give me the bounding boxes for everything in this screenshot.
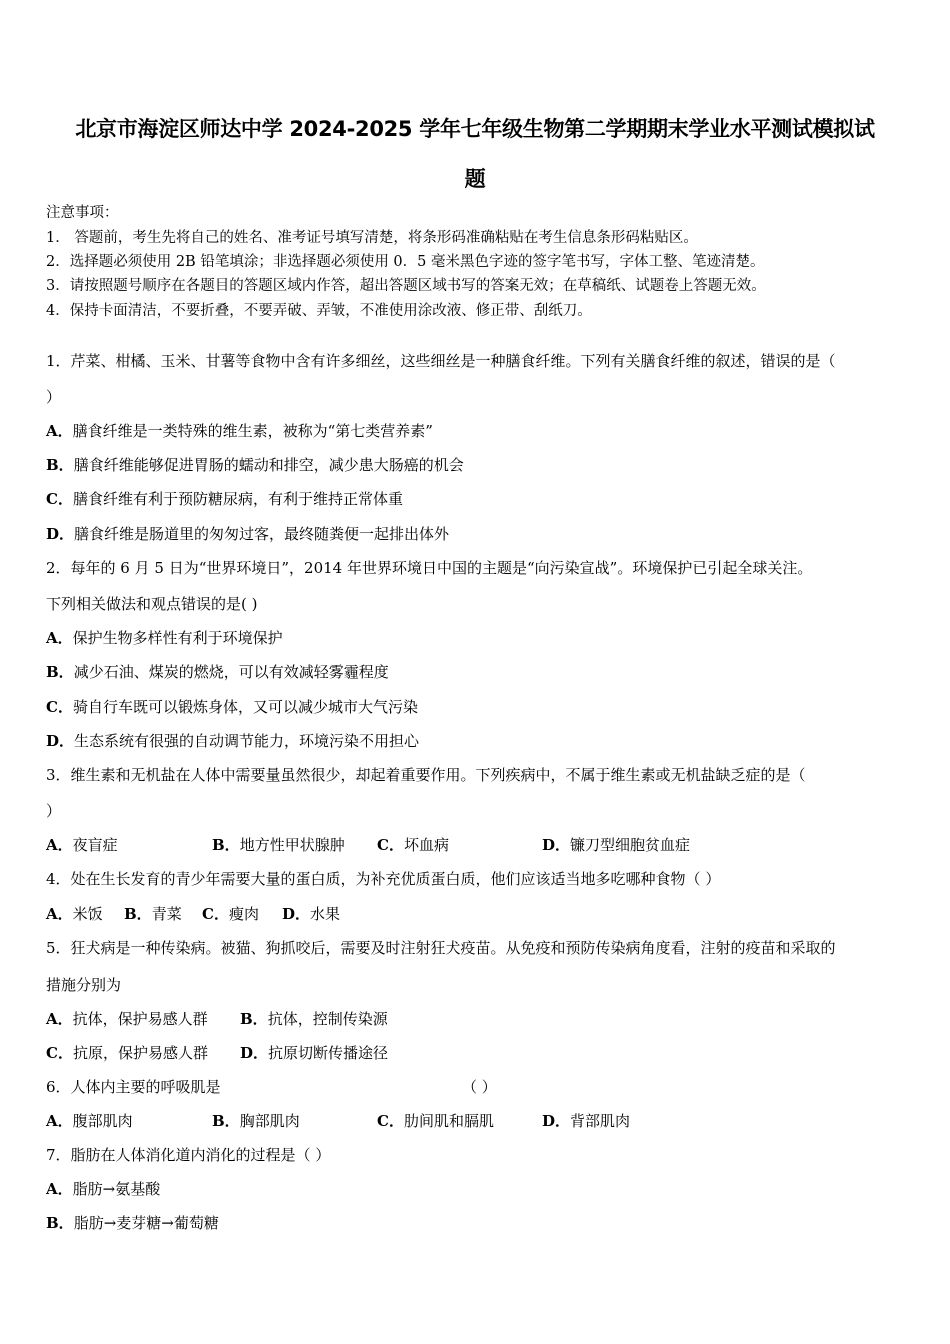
option-text: 肋间肌和膈肌 xyxy=(403,1112,494,1130)
option-text: 脂肪→氨基酸 xyxy=(72,1180,161,1198)
option-label: D． xyxy=(542,1112,571,1130)
option-label: B． xyxy=(240,1010,268,1028)
option-text: 青菜 xyxy=(151,905,182,923)
option-label: C． xyxy=(46,1044,73,1062)
notice-item: 1． 答题前，考生先将自己的姓名、准考证号填写清楚，将条形码准确粘贴在考生信息条形码粘贴区。 xyxy=(46,230,698,246)
option-label: A． xyxy=(46,836,73,854)
option-text: 胸部肌肉 xyxy=(239,1112,300,1130)
option-label: B． xyxy=(46,663,74,681)
question-6-options xyxy=(46,1111,906,1131)
question-1-option-d xyxy=(46,524,449,544)
option-label: A． xyxy=(46,1180,73,1198)
question-6-option-b xyxy=(212,1111,300,1131)
question-4-option-c xyxy=(202,904,259,924)
notice-item: 2．选择题必须使用 2B 铅笔填涂；非选择题必须使用 0．5 毫米黑色字迹的签字笔书写，字体工整、笔迹清楚。 xyxy=(46,254,765,270)
question-6-option-a xyxy=(46,1111,133,1131)
question-6-option-d xyxy=(542,1111,630,1131)
option-text: 背部肌肉 xyxy=(570,1112,631,1130)
option-text: 镰刀型细胞贫血症 xyxy=(570,836,691,854)
question-5-option-a xyxy=(46,1009,208,1029)
question-2-option-b xyxy=(46,662,389,682)
question-6-stem-row xyxy=(46,1077,906,1097)
question-5-option-b xyxy=(240,1009,388,1029)
question-4-options xyxy=(46,904,906,924)
notice-heading: 注意事项： xyxy=(46,205,119,221)
option-label: C． xyxy=(377,1112,404,1130)
question-7-option-b xyxy=(46,1213,219,1233)
option-text: 瘦肉 xyxy=(228,905,259,923)
option-label: B． xyxy=(212,836,240,854)
question-2-option-a xyxy=(46,628,283,648)
question-4-option-d xyxy=(282,904,340,924)
option-text: 生态系统有很强的自动调节能力，环境污染不用担心 xyxy=(74,732,420,750)
question-2-option-d xyxy=(46,731,419,751)
question-4-stem: 4．处在生长发育的青少年需要大量的蛋白质，为补充优质蛋白质，他们应该适当地多吃哪种食物（ ） xyxy=(46,870,721,888)
question-3-option-b xyxy=(212,835,345,855)
option-text: 米饭 xyxy=(72,905,103,923)
question-7-option-a xyxy=(46,1179,160,1199)
option-label: B． xyxy=(124,905,152,923)
question-2-option-c xyxy=(46,697,418,717)
option-label: A． xyxy=(46,422,73,440)
question-1-stem-end: ） xyxy=(46,388,62,406)
question-4-option-b xyxy=(124,904,182,924)
option-text: 骑自行车既可以锻炼身体，又可以减少城市大气污染 xyxy=(72,698,418,716)
question-3-stem: 3．维生素和无机盐在人体中需要量虽然很少，却起着重要作用。下列疾病中，不属于维生素或无机盐缺乏症的是（ xyxy=(46,766,806,784)
option-text: 水果 xyxy=(310,905,341,923)
option-text: 抗原，保护易感人群 xyxy=(72,1044,208,1062)
question-2-stem: 2．每年的 6 月 5 日为“世界环境日”，2014 年世界环境日中国的主题是“向污染宣战”。环境保护已引起全球关注。 xyxy=(46,559,813,577)
page-title-continued: 题 xyxy=(464,167,486,191)
option-text: 坏血病 xyxy=(403,836,449,854)
option-text: 膳食纤维能够促进胃肠的蠕动和排空，减少患大肠癌的机会 xyxy=(73,456,464,474)
option-text: 脂肪→麦芽糖→葡萄糖 xyxy=(73,1214,219,1232)
option-text: 膳食纤维有利于预防糖尿病，有利于维持正常体重 xyxy=(72,490,403,508)
option-text: 腹部肌肉 xyxy=(72,1112,133,1130)
option-text: 夜盲症 xyxy=(72,836,118,854)
option-label: D． xyxy=(46,525,75,543)
question-6-stem: 6．人体内主要的呼吸肌是 xyxy=(46,1078,221,1096)
option-label: A． xyxy=(46,629,73,647)
question-3-option-d xyxy=(542,835,690,855)
question-6-option-c xyxy=(377,1111,494,1131)
option-text: 膳食纤维是一类特殊的维生素，被称为“第七类营养素” xyxy=(72,422,433,440)
question-3-stem-end: ） xyxy=(46,802,62,820)
option-label: D． xyxy=(542,836,571,854)
question-1-option-c xyxy=(46,489,403,509)
option-text: 减少石油、煤炭的燃烧，可以有效减轻雾霾程度 xyxy=(73,663,389,681)
option-label: B． xyxy=(212,1112,240,1130)
question-4-option-a xyxy=(46,904,103,924)
question-6-answer-paren: （ ） xyxy=(462,1078,497,1096)
question-1-stem: 1．芹菜、柑橘、玉米、甘薯等食物中含有许多细丝，这些细丝是一种膳食纤维。下列有关膳食纤维的叙述，错误的是（ xyxy=(46,352,836,370)
option-text: 抗体，保护易感人群 xyxy=(72,1010,208,1028)
option-label: A． xyxy=(46,1010,73,1028)
notice-item: 3．请按照题号顺序在各题目的答题区域内作答，超出答题区域书写的答案无效；在草稿纸、试题卷上答题无效。 xyxy=(46,278,766,294)
notice-item: 4．保持卡面清洁，不要折叠，不要弄破、弄皱，不准使用涂改液、修正带、刮纸刀。 xyxy=(46,303,592,319)
question-3-option-c xyxy=(377,835,449,855)
option-text: 抗体，控制传染源 xyxy=(267,1010,388,1028)
option-label: C． xyxy=(46,698,73,716)
question-7-stem: 7．脂肪在人体消化道内消化的过程是（ ） xyxy=(46,1146,331,1164)
option-label: D． xyxy=(46,732,75,750)
option-text: 膳食纤维是肠道里的匆匆过客，最终随粪便一起排出体外 xyxy=(74,525,450,543)
question-5-stem: 5．狂犬病是一种传染病。被猫、狗抓咬后，需要及时注射狂犬疫苗。从免疫和预防传染病角度看，注射的疫苗和采取的 xyxy=(46,939,836,957)
question-3-option-a xyxy=(46,835,118,855)
option-label: D． xyxy=(240,1044,269,1062)
option-label: C． xyxy=(377,836,404,854)
option-text: 抗原切断传播途径 xyxy=(268,1044,389,1062)
question-5-option-d xyxy=(240,1043,388,1063)
question-2-stem-continued: 下列相关做法和观点错误的是( ) xyxy=(46,595,258,613)
question-5-stem-continued: 措施分别为 xyxy=(46,976,122,994)
option-label: B． xyxy=(46,1214,74,1232)
question-5-options-row-1 xyxy=(46,1009,906,1029)
option-text: 保护生物多样性有利于环境保护 xyxy=(72,629,283,647)
page-title: 北京市海淀区师达中学 2024-2025 学年七年级生物第二学期期末学业水平测试模拟试 xyxy=(75,117,875,141)
option-label: D． xyxy=(282,905,311,923)
option-label: C． xyxy=(202,905,229,923)
option-label: C． xyxy=(46,490,73,508)
option-label: B． xyxy=(46,456,74,474)
question-3-options xyxy=(46,835,906,855)
option-label: A． xyxy=(46,1112,73,1130)
option-label: A． xyxy=(46,905,73,923)
question-5-option-c xyxy=(46,1043,208,1063)
question-5-options-row-2 xyxy=(46,1043,906,1063)
option-text: 地方性甲状腺肿 xyxy=(239,836,345,854)
question-1-option-a xyxy=(46,421,433,441)
question-1-option-b xyxy=(46,455,464,475)
